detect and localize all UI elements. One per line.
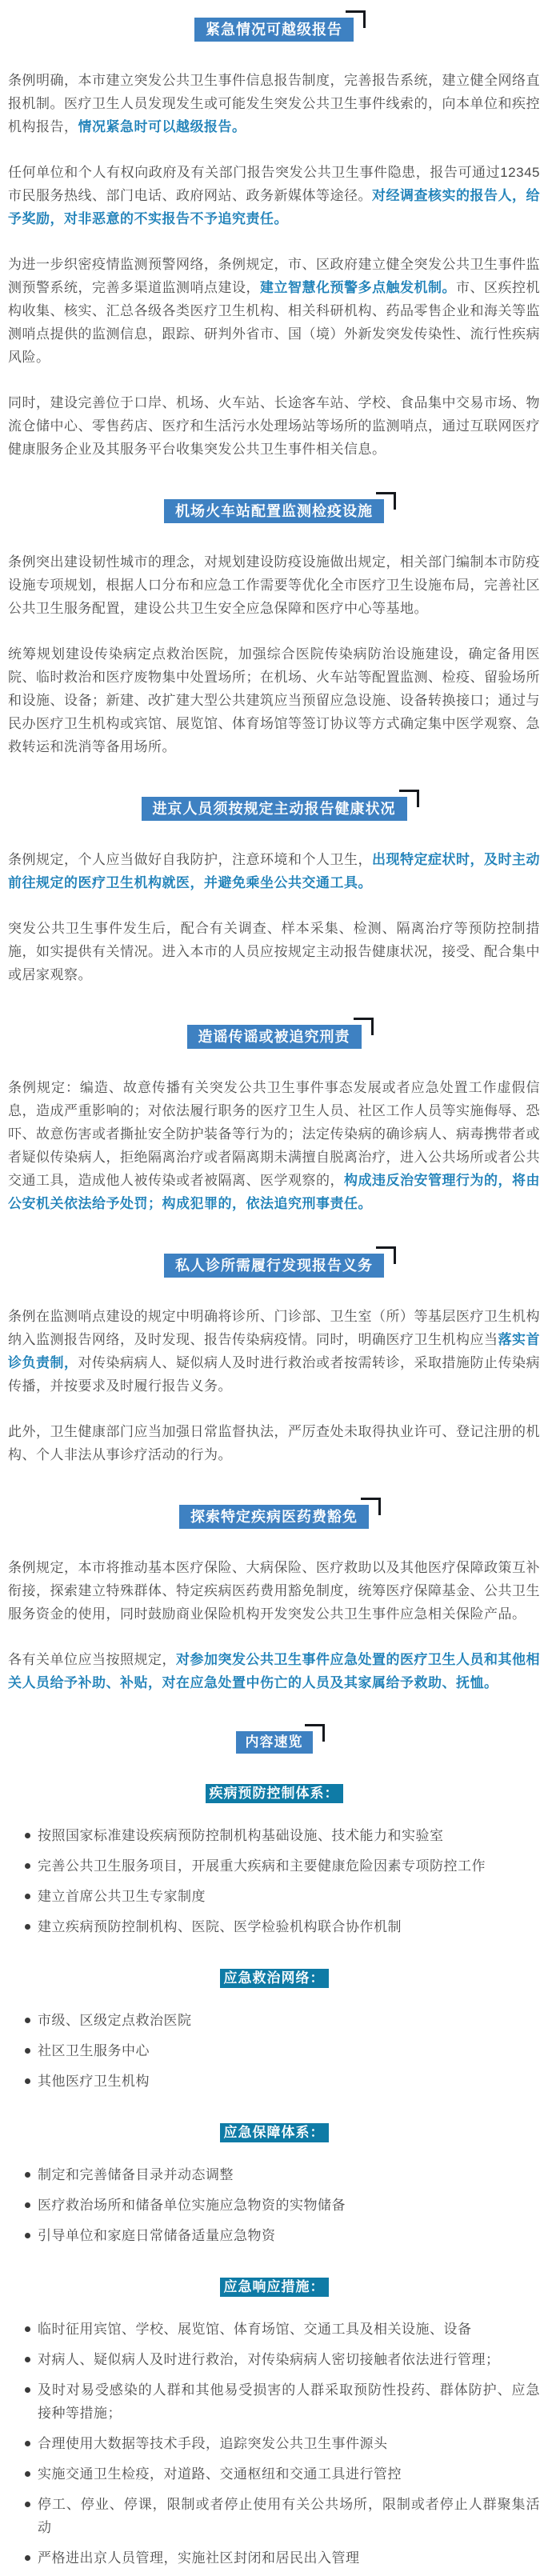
list-item xyxy=(8,2546,540,2570)
sub-header-row xyxy=(0,2278,548,2297)
corner-bracket-icon xyxy=(376,1246,396,1264)
list-item-text: 严格进出京人员管理，实施社区封闭和居民出入管理 xyxy=(38,2550,360,2566)
list-item-text: 合理使用大数据等技术手段，追踪突发公共卫生事件源头 xyxy=(38,2436,388,2451)
sub-header-row xyxy=(0,1784,548,1803)
list-item xyxy=(8,2348,540,2371)
corner-bracket-icon xyxy=(361,1498,381,1515)
section-header xyxy=(187,1025,362,1049)
list-item-text: 按照国家标准建设疾病预防控制机构基础设施、技术能力和实验室 xyxy=(38,1828,444,1843)
list-item xyxy=(8,2224,540,2247)
accent-text: 对经调查核实的报告人，给予奖励，对非恶意的不实报告不予追究责任。 xyxy=(8,188,540,226)
list-item-text: 制定和完善储备目录并动态调整 xyxy=(38,2167,234,2182)
list-item-text: 医疗救治场所和储备单位实施应急物资的实物储备 xyxy=(38,2198,346,2213)
accent-text: 建立智慧化预警多点触发机制。 xyxy=(260,280,456,295)
paragraph xyxy=(8,642,540,758)
paragraph xyxy=(8,391,540,461)
paragraph xyxy=(8,1076,540,1215)
list-item xyxy=(8,2163,540,2186)
list-item xyxy=(8,2070,540,2093)
paragraph-text: 条例规定，个人应当做好自我防护，注意环境和个人卫生， xyxy=(8,852,372,867)
content-overview-header xyxy=(236,1731,313,1754)
list-item-text: 完善公共卫生服务项目，开展重大疾病和主要健康危险因素专项防控工作 xyxy=(38,1858,486,1874)
mini-header-row xyxy=(0,1731,548,1754)
section-header-row xyxy=(0,499,548,523)
section-header-row xyxy=(0,1025,548,1049)
corner-bracket-icon xyxy=(376,492,396,510)
section-header xyxy=(179,1505,369,1529)
paragraph-text: 此外，卫生健康部门应当加强日常监督执法，严厉查处未取得执业许可、登记注册的机构、个人非法从事诊疗活动的行为。 xyxy=(8,1424,540,1462)
section-header-label: 进京人员须按规定主动报告健康状况 xyxy=(152,801,396,817)
section-header-label: 紧急情况可越级报告 xyxy=(206,22,342,38)
section-header xyxy=(194,18,354,42)
corner-bracket-icon xyxy=(354,1018,374,1035)
list-item-text: 实施交通卫生检疫，对道路、交通枢纽和交通工具进行管控 xyxy=(38,2466,402,2482)
paragraph xyxy=(8,917,540,986)
paragraph-text: 任何单位和个人有权向政府及有关部门报告突发公共卫生事件隐患，报告可通过12345市民服务热线、部门电话、政府网站、政务新媒体等途径。 xyxy=(8,165,540,203)
accent-text: 出现特定症状时，及时主动前往规定的医疗卫生机构就医，并避免乘坐公共交通工具。 xyxy=(8,852,540,890)
corner-bracket-icon xyxy=(399,790,419,807)
sub-header xyxy=(220,2123,329,2142)
list-item-text: 停工、停业、停课，限制或者停止使用有关公共场所，限制或者停止人群聚集活动 xyxy=(38,2497,540,2535)
section-header-row xyxy=(0,1505,548,1529)
bullet-list xyxy=(8,2318,540,2570)
paragraph-text: 突发公共卫生事件发生后，配合有关调查、样本采集、检测、隔离治疗等预防控制措施，如实提供有关情况。进入本市的人员应按规定主动报告健康状况，接受、配合集中或居家观察。 xyxy=(8,921,540,982)
list-item-text: 其他医疗卫生机构 xyxy=(38,2074,150,2089)
paragraph xyxy=(8,1556,540,1626)
paragraph xyxy=(8,1648,540,1694)
section-header-row xyxy=(0,797,548,821)
paragraph-text: 对传染病病人、疑似病人及时进行救治或者按需转诊，采取措施防止传染病传播，并按要求及时履行报告义务。 xyxy=(8,1355,540,1394)
list-item xyxy=(8,2378,540,2425)
list-item xyxy=(8,2039,540,2062)
paragraph-text: 条例规定，本市将推动基本医疗保险、大病保险、医疗救助以及其他医疗保障政策互补衔接，探索建立特殊群体、特定疾病医药费用豁免制度，统筹医疗保障基金、公共卫生服务资金的使用，同时鼓励商业保险机构开发突发公共卫生事件应急相关保险产品。 xyxy=(8,1560,540,1622)
list-item-text: 及时对易受感染的人群和其他易受损害的人群采取预防性投药、群体防护、应急接种等措施； xyxy=(38,2382,540,2421)
section-header-row xyxy=(0,1254,548,1278)
section-header xyxy=(164,499,384,523)
section-header-label: 探索特定疾病医药费豁免 xyxy=(190,1509,358,1525)
bullet-list xyxy=(8,1824,540,1938)
list-item-text: 建立疾病预防控制机构、医院、医学检验机构联合协作机制 xyxy=(38,1919,402,1934)
paragraph xyxy=(8,550,540,620)
sub-header-label: 应急保障体系： xyxy=(223,2125,325,2140)
sub-header-label: 应急响应措施： xyxy=(223,2279,325,2294)
list-item xyxy=(8,2009,540,2032)
section-header-label: 造谣传谣或被追究刑责 xyxy=(198,1029,350,1045)
sub-header-row xyxy=(0,1969,548,1988)
list-item xyxy=(8,2432,540,2455)
section-header-label: 机场火车站配置监测检疫设施 xyxy=(175,503,373,519)
list-item xyxy=(8,1915,540,1938)
paragraph-text: 市、区疾控机构收集、核实、汇总各级各类医疗卫生机构、相关科研机构、药品零售企业和海关等监测哨点提供的监测信息，跟踪、研判外省市、国（境）外新发突发传染性、流行性疾病风险。 xyxy=(8,280,540,365)
accent-text: 情况紧急时可以越级报告。 xyxy=(78,119,246,134)
list-item xyxy=(8,2318,540,2341)
sub-header xyxy=(220,1969,329,1988)
paragraph-text: 条例在监测哨点建设的规定中明确将诊所、门诊部、卫生室（所）等基层医疗卫生机构纳入监测报告网络，及时发现、报告传染病疫情。同时，明确医疗卫生机构应当 xyxy=(8,1309,540,1347)
paragraph xyxy=(8,253,540,369)
paragraph xyxy=(8,161,540,230)
section-header xyxy=(164,1254,384,1278)
list-item-text: 建立首席公共卫生专家制度 xyxy=(38,1889,206,1904)
list-item xyxy=(8,2493,540,2539)
list-item-text: 对病人、疑似病人及时进行救治，对传染病病人密切接触者依法进行管理； xyxy=(38,2352,500,2367)
paragraph xyxy=(8,69,540,138)
list-item-text: 引导单位和家庭日常储备适量应急物资 xyxy=(38,2228,276,2243)
list-item xyxy=(8,1885,540,1908)
list-item-text: 市级、区级定点救治医院 xyxy=(38,2013,192,2028)
accent-text: 对参加突发公共卫生事件应急处置的医疗卫生人员和其他相关人员给予补助、补贴，对在应急处置中伤亡的人员及其家属给予救助、抚恤。 xyxy=(8,1652,540,1690)
paragraph-text: 条例明确，本市建立突发公共卫生事件信息报告制度，完善报告系统，建立健全网络直报机制。医疗卫生人员发现发生或可能发生突发公共卫生事件线索的，向本单位和疾控机构报告， xyxy=(8,73,540,134)
accent-text: 构成违反治安管理行为的，将由公安机关依法给予处罚；构成犯罪的，依法追究刑事责任。 xyxy=(8,1173,540,1211)
bullet-list xyxy=(8,2163,540,2247)
paragraph-text: 条例突出建设韧性城市的理念，对规划建设防疫设施做出规定，相关部门编制本市防疫设施专项规划，根据人口分布和应急工作需要等优化全市医疗卫生设施布局，完善社区公共卫生服务配置，建设公共卫生安全应急保障和医疗中心等基地。 xyxy=(8,554,540,616)
corner-bracket-icon xyxy=(305,1724,325,1742)
paragraph-text: 同时，建设完善位于口岸、机场、火车站、长途客车站、学校、食品集中交易市场、物流仓储中心、零售药店、医疗和生活污水处理场站等场所的监测哨点，通过互联网医疗健康服务企业及其服务平台收集突发公共卫生事件相关信息。 xyxy=(8,395,540,457)
sub-header xyxy=(206,1784,343,1803)
list-item-text: 临时征用宾馆、学校、展览馆、体育场馆、交通工具及相关设施、设备 xyxy=(38,2322,472,2337)
section-header-row xyxy=(0,18,548,42)
list-item xyxy=(8,2462,540,2486)
sub-header xyxy=(220,2278,329,2297)
paragraph-text: 为进一步织密疫情监测预警网络，条例规定，市、区政府建立健全突发公共卫生事件监测预警系统，完善多渠道监测哨点建设， xyxy=(8,257,540,295)
accent-text: 落实首诊负责制， xyxy=(8,1332,540,1370)
paragraph-text: 各有关单位应当按照规定， xyxy=(8,1652,176,1667)
paragraph xyxy=(8,1420,540,1466)
paragraph xyxy=(8,848,540,894)
list-item-text: 社区卫生服务中心 xyxy=(38,2043,150,2058)
section-header-label: 私人诊所需履行发现报告义务 xyxy=(175,1258,373,1274)
list-item xyxy=(8,1824,540,1847)
section-header-label: 内容速览 xyxy=(245,1734,303,1750)
section-header xyxy=(142,797,407,821)
sub-header-label: 应急救治网络： xyxy=(223,1970,325,1986)
paragraph xyxy=(8,1305,540,1398)
corner-bracket-icon xyxy=(346,10,366,28)
sub-header-label: 疾病预防控制体系： xyxy=(209,1786,339,1801)
list-item xyxy=(8,2194,540,2217)
sub-header-row xyxy=(0,2123,548,2142)
paragraph-text: 条例规定：编造、故意传播有关突发公共卫生事件事态发展或者应急处置工作虚假信息，造成严重影响的；对依法履行职务的医疗卫生人员、社区工作人员等实施侮辱、恐吓、故意伤害或者撕扯安全防护装备等行为的；法定传染病的确诊病人、病毒携带者或者疑似传染病人，拒绝隔离治疗或者隔离期未满擅自脱离治疗，进入公共场所或者公共交通工具，造成他人被传染或者被隔离、医学观察的， xyxy=(8,1080,540,1188)
list-item xyxy=(8,1854,540,1878)
paragraph-text: 统筹规划建设传染病定点救治医院，加强综合医院传染病防治设施建设，确定备用医院、临时救治和医疗废物集中处置场所；在机场、火车站等配置监测、检疫、留验场所和设施、设备；新建、改扩建大型公共建筑应当预留应急设施、设备转换接口；通过与民办医疗卫生机构或宾馆、展览馆、体育场馆等签订协议等方式确定集中医学观察、急救转运和洗消等备用场所。 xyxy=(8,646,540,754)
bullet-list xyxy=(8,2009,540,2093)
